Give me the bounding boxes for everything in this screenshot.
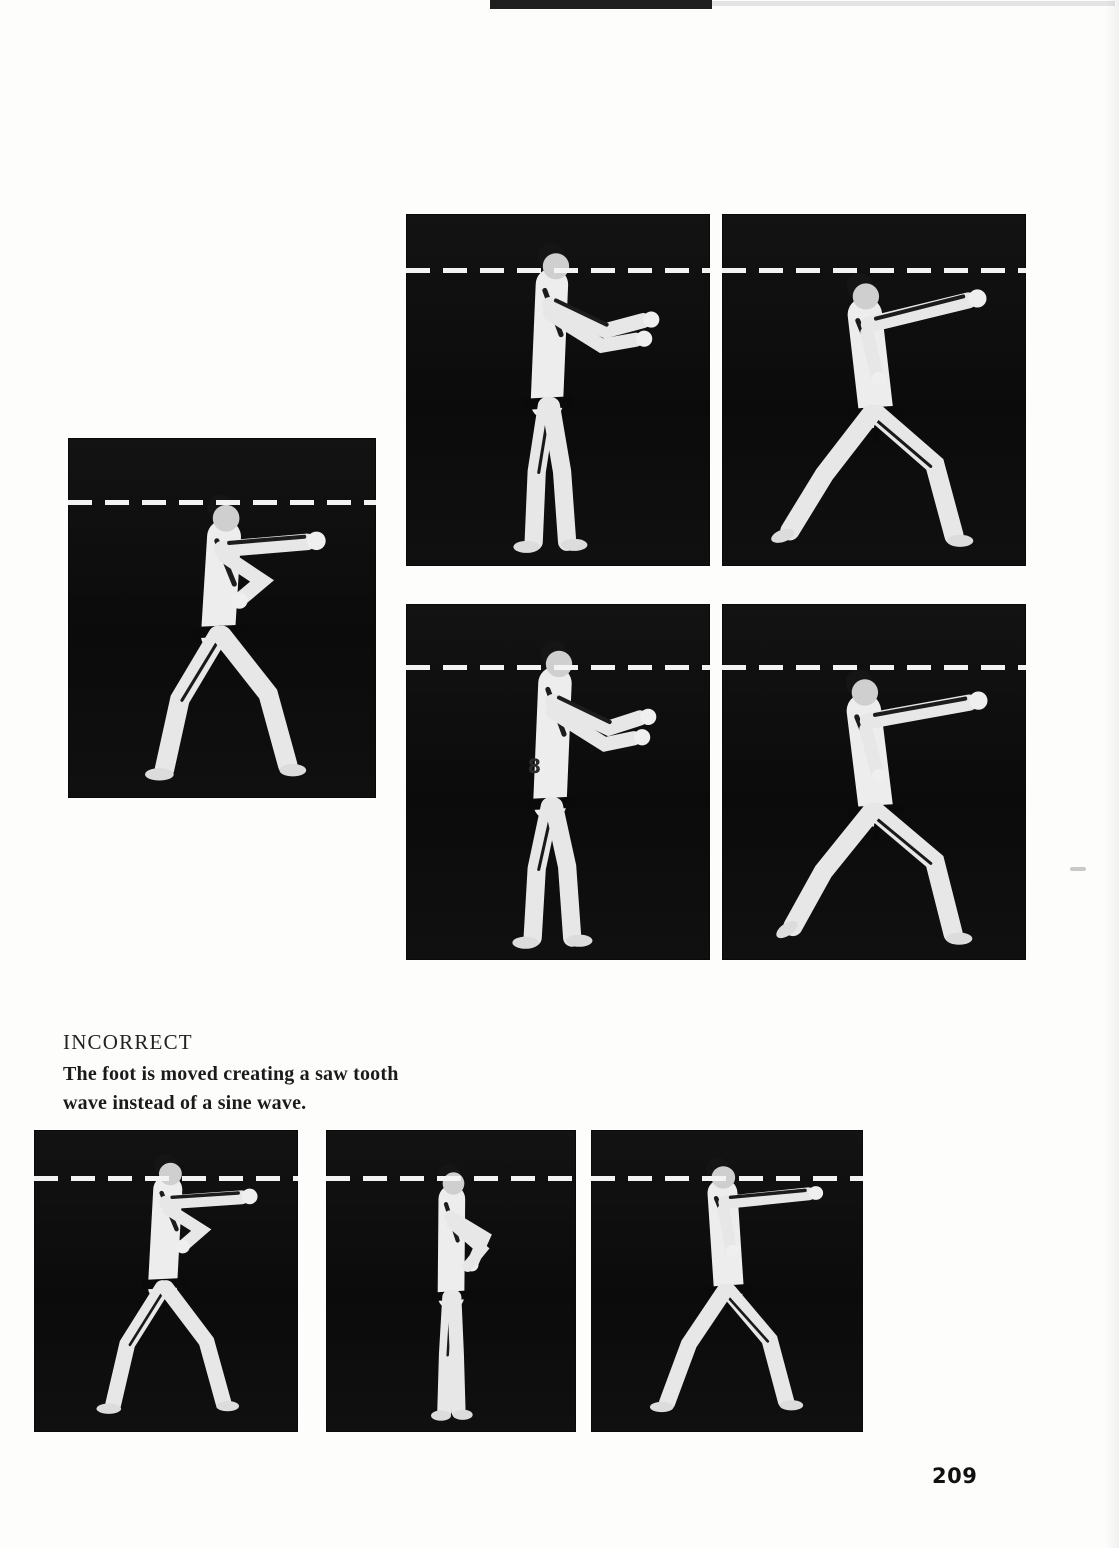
photo-sawtooth-feet-together: [326, 1130, 576, 1432]
scan-artifact-bar: [490, 0, 712, 9]
page-number: 209: [932, 1464, 978, 1488]
scan-artifact-trail: [712, 1, 1115, 6]
photo-step-chambered: [406, 604, 710, 960]
height-reference-line: [722, 268, 1026, 273]
caption-line-2: wave instead of a sine wave.: [63, 1092, 307, 1114]
practitioner-figure: [68, 438, 376, 798]
scan-edge-shadow: [1105, 0, 1119, 1548]
photo-step-rising: [406, 214, 710, 566]
height-reference-line: [591, 1176, 863, 1181]
photo-lunge-punch: [722, 214, 1026, 566]
caption-text: [63, 1060, 399, 1118]
photo-lunge-punch-settled: [722, 604, 1026, 960]
photo-ready-punch: [68, 438, 376, 798]
photo-sawtooth-start: [34, 1130, 298, 1432]
height-reference-line: [68, 500, 376, 505]
practitioner-figure: [722, 604, 1026, 960]
scan-speck: [1070, 867, 1086, 871]
height-reference-line: [722, 665, 1026, 670]
practitioner-figure: [406, 214, 710, 566]
practitioner-figure: [406, 604, 710, 960]
uniform-number: 8: [527, 754, 541, 778]
caption-line-1: The foot is moved creating a saw tooth: [63, 1063, 399, 1085]
practitioner-figure: [722, 214, 1026, 566]
incorrect-heading: INCORRECT: [63, 1030, 193, 1054]
height-reference-line: [406, 268, 710, 273]
height-reference-line: [34, 1176, 298, 1181]
height-reference-line: [406, 665, 710, 670]
photo-sawtooth-finish: [591, 1130, 863, 1432]
height-reference-line: [326, 1176, 576, 1181]
